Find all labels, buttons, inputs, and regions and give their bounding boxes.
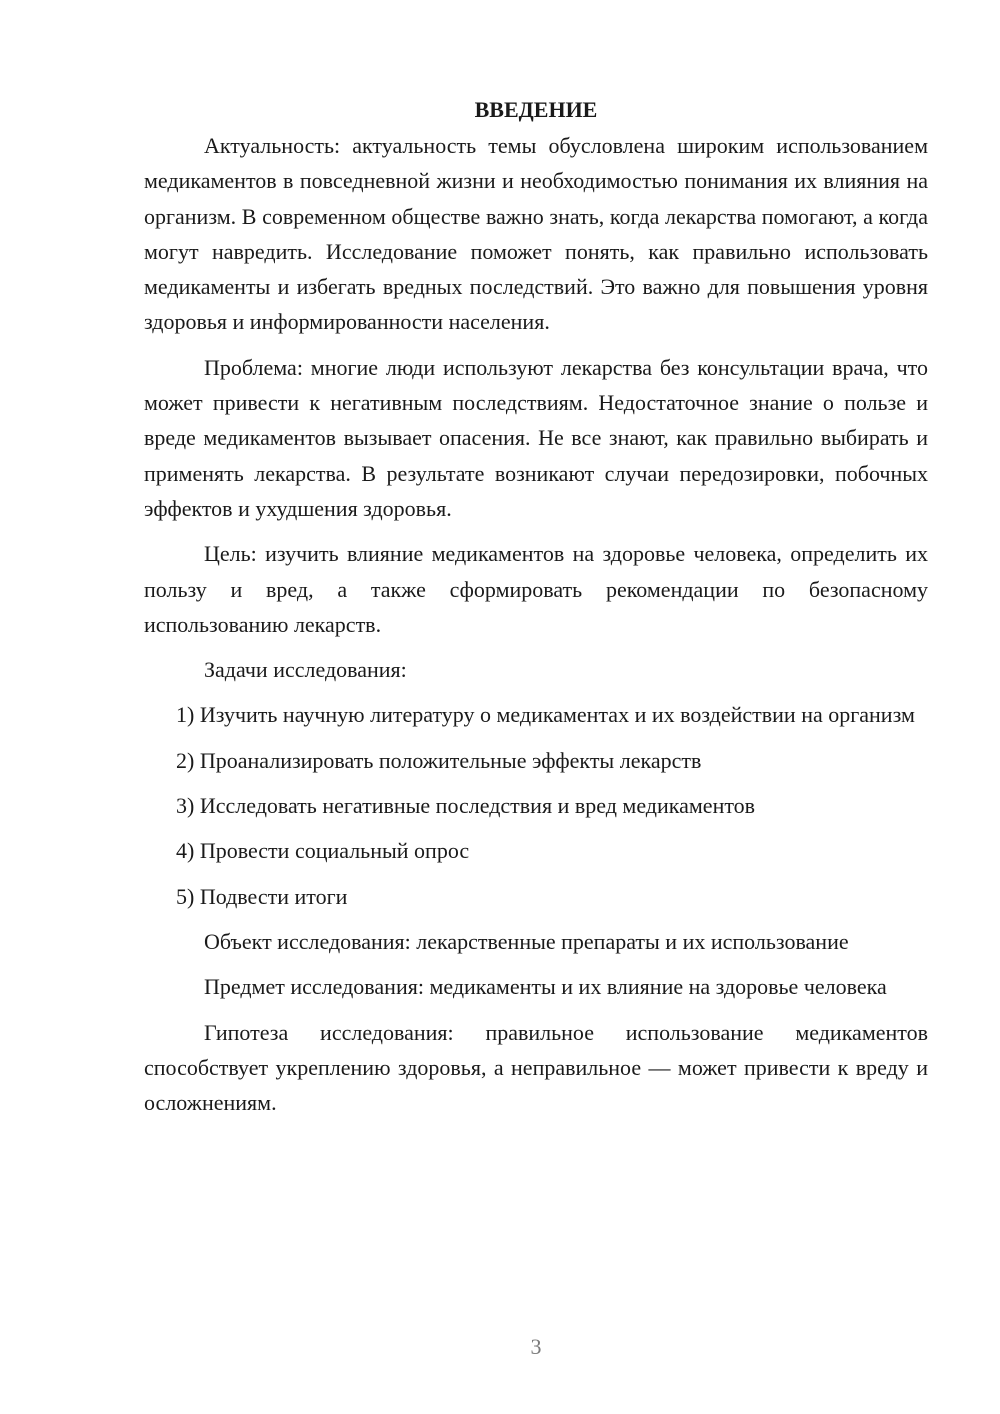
task-item-5: 5) Подвести итоги [176,883,348,909]
task-item-4: 4) Провести социальный опрос [176,838,470,864]
page-content [144,94,928,1130]
object-paragraph: Объект исследования: лекарственные препараты и их использование [204,928,849,954]
page-number: 3 [530,1334,542,1359]
relevance-paragraph: Актуальность: актуальность темы обусловлена широким использованием медикаментов в повседневной жизни и необходимостью понимания их влияния на организм. В современном обществе важно знать, когда лекарства помогают, а когда могут навредить. Исследование поможет понять, как правильно использовать медикаменты и избегать вредных последствий. Это важно для повышения уровня здоровья и информированности населения. [144,133,928,335]
section-heading: ВВЕДЕНИЕ [474,97,598,122]
goal-paragraph: Цель: изучить влияние медикаментов на здоровье человека, определить их пользу и вред, а также сформировать рекомендации по безопасному использованию лекарств. [144,541,928,637]
task-item-1: 1) Изучить научную литературу о медикаментах и их воздействии на организм [176,702,915,728]
task-item-2: 2) Проанализировать положительные эффекты лекарств [176,747,702,773]
task-item-3: 3) Исследовать негативные последствия и вред медикаментов [176,793,756,819]
hypothesis-paragraph: Гипотеза исследования: правильное использование медикаментов способствует укреплению здоровья, а неправильное — может привести к вреду и осложнениям. [144,1019,928,1116]
subject-paragraph: Предмет исследования: медикаменты и их влияние на здоровье человека [204,974,887,1000]
problem-paragraph: Проблема: многие люди используют лекарства без консультации врача, что может привести к негативным последствиям. Недостаточное знание о пользе и вреде медикаментов вызывает опасения. Не все знают, как правильно выбирать и применять лекарства. В результате возникают случаи передозировки, побочных эффектов и ухудшения здоровья. [144,354,928,521]
tasks-intro: Задачи исследования: [204,657,407,683]
